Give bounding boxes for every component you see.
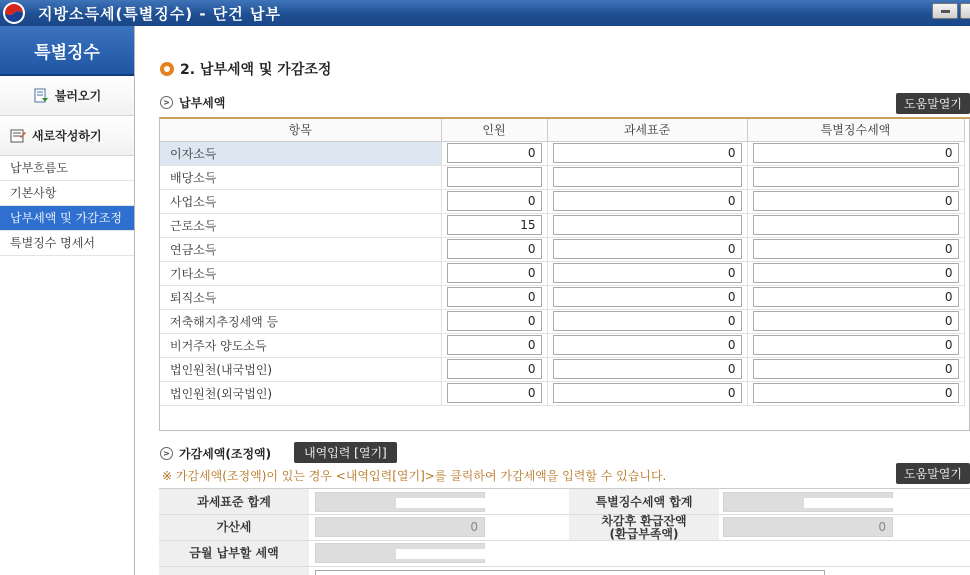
people-input[interactable]: 0 (447, 263, 542, 283)
row-label: 배당소득 (160, 165, 441, 189)
table-row (160, 237, 964, 261)
table-row (160, 285, 964, 309)
row-label: 비거주자 양도소득 (160, 333, 441, 357)
base-total-label: 과세표준 합계 (159, 489, 309, 515)
refund-field: 0 (723, 517, 893, 537)
penalty-label: 가산세 (159, 515, 309, 540)
people-input[interactable]: 0 (447, 311, 542, 331)
load-button[interactable] (0, 76, 134, 116)
tax-base-input[interactable]: 0 (553, 239, 742, 259)
tax-base-input[interactable]: 0 (553, 383, 742, 403)
tax-base-input[interactable]: 0 (553, 263, 742, 283)
withholding-tax-input[interactable]: 0 (753, 287, 959, 307)
people-input[interactable]: 0 (447, 383, 542, 403)
row-label: 법인원천(내국법인) (160, 357, 441, 381)
sidebar-header: 특별징수 (0, 26, 134, 76)
people-input[interactable]: 0 (447, 239, 542, 259)
table-row (160, 381, 964, 405)
government-logo-icon (2, 1, 26, 25)
people-input[interactable]: 0 (447, 143, 542, 163)
sidebar-item-tax-adjustment[interactable]: 납부세액 및 가감조정 (0, 206, 134, 231)
new-document-label: 새로작성하기 (32, 129, 102, 143)
withholding-tax-input[interactable]: 0 (753, 239, 959, 259)
people-input[interactable]: 0 (447, 191, 542, 211)
people-input[interactable]: 0 (447, 287, 542, 307)
row-label: 사업소득 (160, 189, 441, 213)
tax-base-input[interactable]: 0 (553, 311, 742, 331)
tax-base-input[interactable] (553, 167, 742, 187)
sidebar-item-payment-flow[interactable]: 납부흐름도 (0, 156, 134, 181)
table-header-row (160, 119, 964, 141)
table-row (160, 261, 964, 285)
row-label: 저축해지추징세액 등 (160, 309, 441, 333)
payment-subtitle-text: 납부세액 (179, 96, 226, 110)
new-document-icon (10, 128, 26, 144)
table-row (160, 189, 964, 213)
tax-base-input[interactable]: 0 (553, 143, 742, 163)
tax-base-input[interactable]: 0 (553, 359, 742, 379)
next-input-field[interactable] (315, 570, 825, 575)
tax-base-input[interactable] (553, 215, 742, 235)
minimize-button[interactable] (932, 3, 958, 19)
help-button[interactable]: 도움말열기 (896, 93, 970, 114)
load-document-icon (33, 88, 49, 104)
table-row (160, 309, 964, 333)
row-label: 연금소득 (160, 237, 441, 261)
row-label: 근로소득 (160, 213, 441, 237)
sidebar-item-basic-info[interactable]: 기본사항 (0, 181, 134, 206)
main-content (136, 26, 970, 575)
people-input[interactable]: 15 (447, 215, 542, 235)
arrow-circle-icon: > (160, 447, 173, 460)
refund-label-line1: 차감후 환급잔액 (601, 513, 687, 528)
sidebar-item-withholding-statement[interactable]: 특별징수 명세서 (0, 231, 134, 256)
table-row (160, 165, 964, 189)
withholding-tax-input[interactable]: 0 (753, 191, 959, 211)
bullet-icon (160, 62, 174, 76)
window-titlebar (0, 0, 970, 26)
adjust-subtitle-text: 가감세액(조정액) (179, 447, 272, 461)
payment-subtitle (160, 94, 225, 111)
withholding-tax-input[interactable]: 0 (753, 143, 959, 163)
table-row (160, 357, 964, 381)
withholding-tax-input[interactable]: 0 (753, 383, 959, 403)
summary-panel (159, 488, 970, 575)
column-header-tax-base: 과세표준 (547, 119, 747, 141)
tax-base-input[interactable]: 0 (553, 335, 742, 355)
people-input[interactable]: 0 (447, 359, 542, 379)
tax-base-input[interactable]: 0 (553, 287, 742, 307)
section-title (160, 59, 331, 79)
withholding-tax-input[interactable]: 0 (753, 311, 959, 331)
table-row (160, 213, 964, 237)
withholding-tax-input[interactable] (753, 215, 959, 235)
withholding-tax-input[interactable]: 0 (753, 335, 959, 355)
row-label: 퇴직소득 (160, 285, 441, 309)
section-title-text: 2. 납부세액 및 가감조정 (180, 62, 332, 78)
withholding-tax-input[interactable]: 0 (753, 263, 959, 283)
withholding-tax-input[interactable] (753, 167, 959, 187)
people-input[interactable]: 0 (447, 335, 542, 355)
refund-label-line2: (환급부족액) (609, 526, 679, 541)
new-document-button[interactable] (0, 116, 134, 156)
penalty-field: 0 (315, 517, 485, 537)
arrow-circle-icon: > (160, 96, 173, 109)
help-button-2[interactable]: 도움말열기 (896, 463, 970, 484)
monthly-tax-label: 금월 납부할 세액 (159, 541, 309, 566)
payment-table (159, 117, 970, 431)
tax-total-field (723, 492, 893, 512)
column-header-people: 인원 (441, 119, 547, 141)
people-input[interactable] (447, 167, 542, 187)
row-label: 법인원천(외국법인) (160, 381, 441, 405)
adjust-note: ※ 가감세액(조정액)이 있는 경우 <내역입력[열기]>를 클릭하여 가감세액을 입력할 수 있습니다. (162, 469, 667, 483)
monthly-tax-field (315, 543, 485, 563)
row-label: 기타소득 (160, 261, 441, 285)
load-button-label: 불러오기 (54, 89, 102, 103)
base-total-field (315, 492, 485, 512)
sidebar (0, 26, 135, 575)
row-label: 이자소득 (160, 141, 441, 165)
tax-base-input[interactable]: 0 (553, 191, 742, 211)
maximize-button[interactable] (960, 3, 970, 19)
window-title: 지방소득세(특별징수) - 단건 납부 (38, 5, 281, 23)
column-header-item: 항목 (160, 119, 441, 141)
open-detail-input-button[interactable]: 내역입력 [열기] (294, 442, 397, 463)
refund-label (569, 515, 719, 540)
table-row (160, 333, 964, 357)
withholding-tax-input[interactable]: 0 (753, 359, 959, 379)
tax-total-label: 특별징수세액 합계 (569, 489, 719, 515)
summary-next-row (159, 567, 309, 575)
table-row (160, 141, 964, 165)
column-header-withholding-tax: 특별징수세액 (747, 119, 964, 141)
adjust-subtitle (160, 445, 271, 462)
